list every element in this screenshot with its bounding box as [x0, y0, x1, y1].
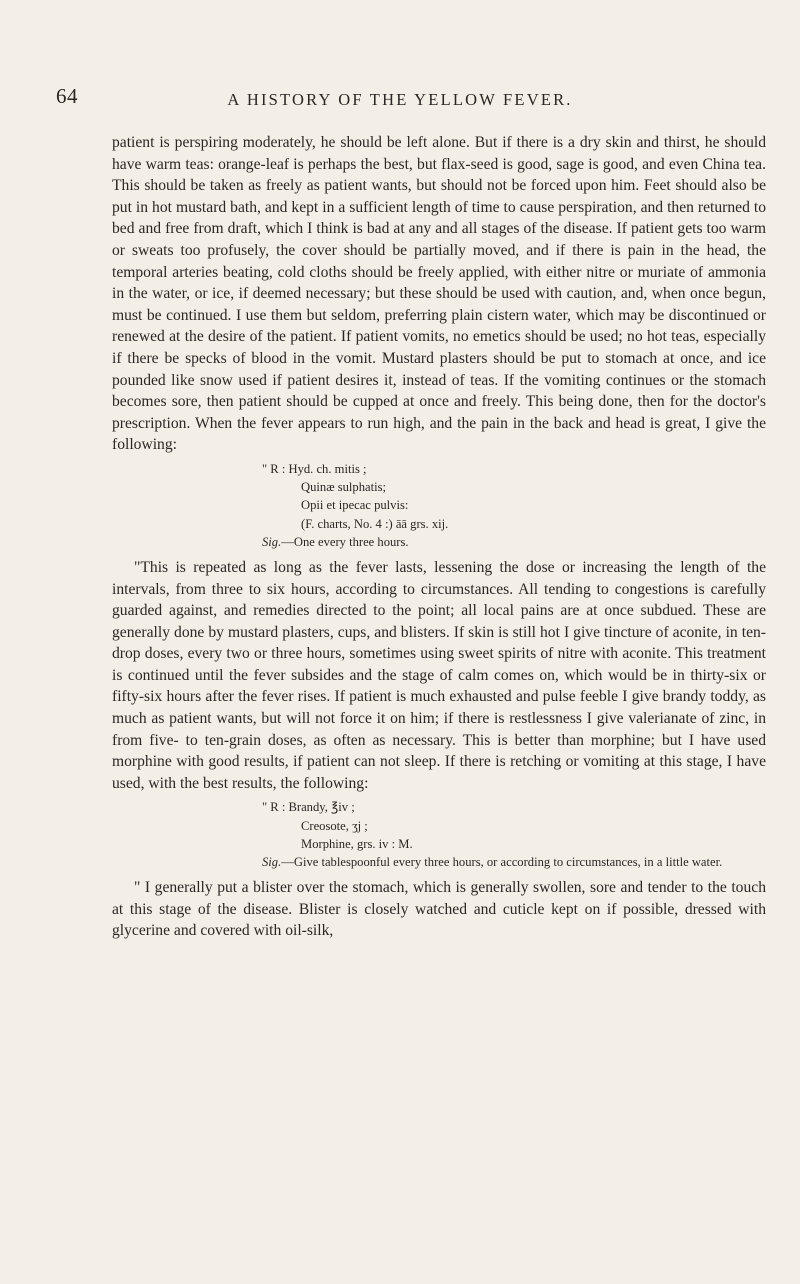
sig-text: —One every three hours.: [281, 534, 409, 549]
prescription-1: [262, 460, 766, 551]
prescription-1-sig: [262, 533, 766, 551]
prescription-1-line-4: (F. charts, No. 4 :) āā grs. xij.: [301, 516, 449, 531]
sig-text: —Give tablespoonful every three hours, or according to circumstances, in a little water.: [281, 855, 723, 870]
page-number: 64: [56, 84, 78, 108]
prescription-2-line-1: " R : Brandy, ℥iv ;: [262, 800, 355, 815]
sig-label: Sig.: [262, 855, 282, 870]
prescription-2-line-2: Creosote, ʒj ;: [301, 818, 368, 833]
prescription-2: [262, 798, 766, 871]
prescription-1-line-3: Opii et ipecac pulvis:: [301, 498, 409, 513]
running-title: A HISTORY OF THE YELLOW FEVER.: [227, 90, 573, 109]
prescription-1-line-2: Quinæ sulphatis;: [301, 480, 387, 495]
paragraph-1: patient is perspiring moderately, he should be left alone. But if there is a dry skin and thirst, he should have warm teas: orange-leaf is perhaps the best, but flax-seed is good, sage is good, and even China tea. This should be taken as freely as patient wants, but should not be forced upon him. Feet should also be put in hot mustard bath, and kept in a sufficient length of time to cause perspiration, and then returned to bed and free from draft, which I think is bad at any and all stages of the disease. If patient gets too warm or sweats too profusely, the cover should be partially moved, and if there is pain in the head, the temporal arteries beating, cold cloths should be freely applied, with either nitre or muriate of ammonia in the water, or ice, if deemed necessary; but these should be used with caution, and, when once begun, must be continued. I use them but seldom, preferring plain cistern water, which may be discontinued or renewed at the desire of the patient. If patient vomits, no emetics should be used; no hot teas, especially if there be specks of blood in the vomit. Mustard plasters should be put to stomach at once, and ice pounded like snow used if patient desires it, instead of teas. If the vomiting continues or the stomach becomes sore, then patient should be cupped at once and freely. This being done, then for the doctor's prescription. When the fever appears to run high, and the pain in the back and head is great, I give the following:: [112, 134, 766, 454]
page-body: [112, 132, 766, 942]
sig-label: Sig.: [262, 534, 282, 549]
prescription-2-line-3: Morphine, grs. iv : M.: [301, 836, 413, 851]
prescription-2-sig: [262, 853, 766, 871]
prescription-1-line-1: " R : Hyd. ch. mitis ;: [262, 461, 367, 476]
paragraph-2: "This is repeated as long as the fever lasts, lessening the dose or increasing the length of the intervals, from three to six hours, according to circumstances. All tending to congestions is carefully guarded against, and remedies directed to the point; all local pains are at once subdued. These are generally done by mustard plasters, cups, and blisters. If skin is still hot I give tincture of aconite, in ten-drop doses, every two or three hours, sometimes using sweet spirits of nitre with aconite. This treatment is continued until the fever subsides and the stage of calm comes on, which would be in thirty-six or fifty-six hours after the fever rises. If patient is much exhausted and pulse feeble I give brandy toddy, as much as patient wants, but will not force it on him; if there is restlessness I give valerianate of zinc, in from five- to ten-grain doses, as often as necessary. This is better than morphine; but I have used morphine with good results, if patient can not sleep. If there is retching or vomiting at this stage, I have used, with the best results, the following:: [112, 558, 766, 792]
paragraph-3: " I generally put a blister over the stomach, which is generally swollen, sore and tender to the touch at this stage of the disease. Blister is closely watched and cuticle kept on if possible, dressed with glycerine and covered with oil-silk,: [112, 879, 766, 940]
